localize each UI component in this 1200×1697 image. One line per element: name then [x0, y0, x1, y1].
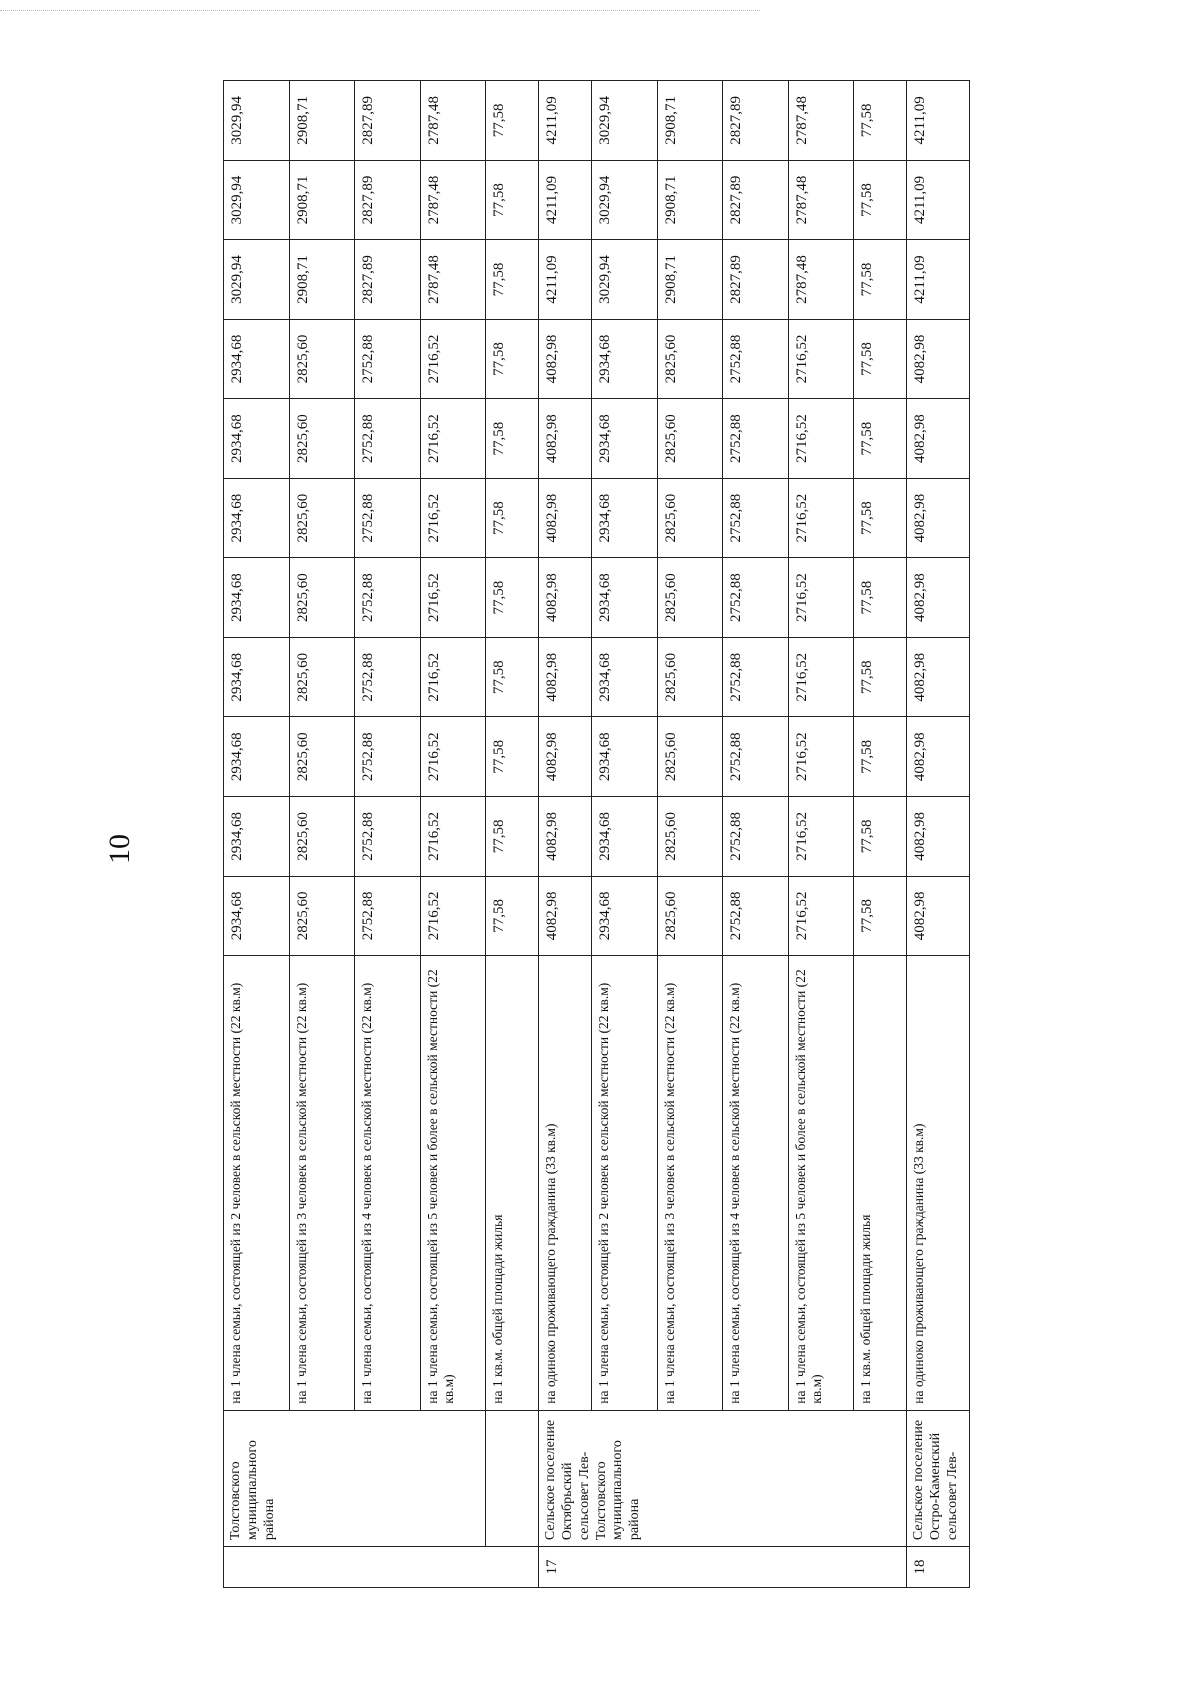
table-row — [592, 81, 658, 1588]
table-row — [355, 81, 421, 1588]
value-cell: 2825,60 — [657, 319, 723, 399]
value-cell: 4082,98 — [539, 558, 592, 638]
value-cell: 2716,52 — [420, 319, 486, 399]
value-cell: 4211,09 — [907, 240, 970, 320]
value-cell: 4082,98 — [907, 717, 970, 797]
value-cell: 77,58 — [854, 876, 907, 956]
value-cell: 2825,60 — [657, 558, 723, 638]
value-cell: 2934,68 — [592, 717, 658, 797]
value-cell: 4211,09 — [539, 160, 592, 240]
value-cell: 4082,98 — [539, 717, 592, 797]
value-cell: 3029,94 — [592, 240, 658, 320]
value-cell: 3029,94 — [592, 160, 658, 240]
value-cell: 2716,52 — [420, 797, 486, 877]
value-cell: 2752,88 — [355, 478, 421, 558]
value-cell: 2934,68 — [224, 637, 290, 717]
value-cell: 2827,89 — [723, 160, 789, 240]
value-cell: 4082,98 — [539, 876, 592, 956]
value-cell: 2716,52 — [420, 478, 486, 558]
value-cell: 4082,98 — [907, 558, 970, 638]
value-cell: 4082,98 — [907, 797, 970, 877]
value-cell: 2716,52 — [788, 876, 854, 956]
value-cell: 2934,68 — [224, 876, 290, 956]
table-row — [657, 81, 723, 1588]
value-cell: 2934,68 — [224, 478, 290, 558]
norm-description-cell: на 1 члена семьи, состоящей из 4 человек в сельской местности (22 кв.м) — [355, 956, 421, 1411]
value-cell: 2825,60 — [657, 717, 723, 797]
value-cell: 2908,71 — [289, 81, 355, 161]
page-number: 10 — [103, 834, 136, 864]
value-cell: 2934,68 — [592, 399, 658, 479]
norm-description-cell: на 1 кв.м. общей площади жилья — [486, 956, 539, 1411]
value-cell: 2787,48 — [420, 81, 486, 161]
value-cell: 4082,98 — [907, 478, 970, 558]
row-index-cell: 17 — [539, 1547, 907, 1588]
table-row — [907, 81, 970, 1588]
value-cell: 77,58 — [486, 478, 539, 558]
value-cell: 2825,60 — [289, 637, 355, 717]
value-cell: 2752,88 — [723, 876, 789, 956]
value-cell: 2787,48 — [788, 240, 854, 320]
value-cell: 77,58 — [854, 160, 907, 240]
value-cell: 77,58 — [486, 797, 539, 877]
value-cell: 2908,71 — [657, 240, 723, 320]
value-cell: 2825,60 — [657, 478, 723, 558]
value-cell: 3029,94 — [224, 160, 290, 240]
value-cell: 77,58 — [486, 81, 539, 161]
table-row — [854, 81, 907, 1588]
value-cell: 2934,68 — [224, 717, 290, 797]
value-cell: 77,58 — [486, 240, 539, 320]
norm-description-cell: на 1 члена семьи, состоящей из 3 человек в сельской местности (22 кв.м) — [289, 956, 355, 1411]
norm-description-cell: на 1 члена семьи, состоящей из 3 человек в сельской местности (22 кв.м) — [657, 956, 723, 1411]
row-index-cell — [224, 1547, 539, 1588]
value-cell: 4082,98 — [907, 319, 970, 399]
value-cell: 4082,98 — [907, 637, 970, 717]
value-cell: 2825,60 — [289, 797, 355, 877]
value-cell: 4211,09 — [907, 160, 970, 240]
value-cell: 77,58 — [486, 558, 539, 638]
value-cell: 2752,88 — [355, 876, 421, 956]
value-cell: 2934,68 — [224, 399, 290, 479]
value-cell: 77,58 — [486, 717, 539, 797]
value-cell: 4082,98 — [907, 876, 970, 956]
settlement-name-cell: Сельское поселение Октябрьский сельсовет Лев-Толстовского муниципального района — [539, 1410, 907, 1546]
value-cell: 77,58 — [854, 319, 907, 399]
norm-description-cell: на 1 члена семьи, состоящей из 4 человек в сельской местности (22 кв.м) — [723, 956, 789, 1411]
value-cell: 4082,98 — [539, 797, 592, 877]
value-cell: 2716,52 — [788, 319, 854, 399]
value-cell: 2934,68 — [592, 637, 658, 717]
table-row — [289, 81, 355, 1588]
value-cell: 2825,60 — [289, 319, 355, 399]
value-cell: 77,58 — [854, 797, 907, 877]
value-cell: 2825,60 — [289, 558, 355, 638]
value-cell: 2752,88 — [723, 558, 789, 638]
value-cell: 2752,88 — [355, 637, 421, 717]
value-cell: 4082,98 — [539, 478, 592, 558]
value-cell: 2752,88 — [723, 717, 789, 797]
value-cell: 77,58 — [486, 876, 539, 956]
value-cell: 2787,48 — [788, 160, 854, 240]
value-cell: 2827,89 — [355, 160, 421, 240]
value-cell: 2825,60 — [657, 399, 723, 479]
scan-edge-line — [0, 10, 760, 12]
value-cell: 2908,71 — [289, 160, 355, 240]
value-cell: 2752,88 — [723, 797, 789, 877]
norm-description-cell: на 1 члена семьи, состоящей из 5 человек и более в сельской местности (22 кв.м) — [420, 956, 486, 1411]
table-row — [486, 81, 539, 1588]
value-cell: 2752,88 — [723, 637, 789, 717]
value-cell: 2934,68 — [224, 319, 290, 399]
value-cell: 2716,52 — [420, 876, 486, 956]
value-cell: 4211,09 — [539, 81, 592, 161]
value-cell: 2716,52 — [788, 558, 854, 638]
norm-description-cell: на одиноко проживающего гражданина (33 кв.м) — [539, 956, 592, 1411]
value-cell: 2825,60 — [289, 717, 355, 797]
table-row — [420, 81, 486, 1588]
value-cell: 3029,94 — [592, 81, 658, 161]
value-cell: 2934,68 — [592, 876, 658, 956]
value-cell: 2825,60 — [657, 797, 723, 877]
value-cell: 2827,89 — [723, 81, 789, 161]
value-cell: 2752,88 — [355, 717, 421, 797]
rotated-table-wrapper — [223, 80, 970, 1588]
value-cell: 2934,68 — [592, 478, 658, 558]
value-cell: 2825,60 — [657, 876, 723, 956]
value-cell: 77,58 — [486, 160, 539, 240]
value-cell: 4082,98 — [907, 399, 970, 479]
value-cell: 2827,89 — [355, 81, 421, 161]
value-cell: 2752,88 — [355, 399, 421, 479]
value-cell: 77,58 — [854, 399, 907, 479]
value-cell: 77,58 — [854, 637, 907, 717]
value-cell: 77,58 — [854, 240, 907, 320]
norm-description-cell: на 1 члена семьи, состоящей из 2 человек в сельской местности (22 кв.м) — [592, 956, 658, 1411]
value-cell: 2787,48 — [420, 240, 486, 320]
value-cell: 2908,71 — [289, 240, 355, 320]
value-cell: 2716,52 — [420, 717, 486, 797]
value-cell: 2934,68 — [592, 319, 658, 399]
value-cell: 2752,88 — [355, 319, 421, 399]
value-cell: 2787,48 — [420, 160, 486, 240]
value-cell: 2716,52 — [420, 558, 486, 638]
value-cell: 2908,71 — [657, 160, 723, 240]
value-cell: 4082,98 — [539, 319, 592, 399]
norm-description-cell: на 1 кв.м. общей площади жилья — [854, 956, 907, 1411]
value-cell: 3029,94 — [224, 240, 290, 320]
value-cell: 77,58 — [854, 558, 907, 638]
table-row — [224, 81, 290, 1588]
value-cell: 4082,98 — [539, 637, 592, 717]
value-cell: 3029,94 — [224, 81, 290, 161]
value-cell: 77,58 — [854, 717, 907, 797]
settlement-name-cell — [486, 1410, 539, 1546]
tariff-table — [223, 80, 970, 1588]
value-cell: 2934,68 — [592, 558, 658, 638]
value-cell: 2934,68 — [592, 797, 658, 877]
table-row — [539, 81, 592, 1588]
value-cell: 2752,88 — [723, 399, 789, 479]
value-cell: 77,58 — [854, 478, 907, 558]
table-row — [788, 81, 854, 1588]
value-cell: 2825,60 — [289, 478, 355, 558]
value-cell: 4211,09 — [907, 81, 970, 161]
value-cell: 4082,98 — [539, 399, 592, 479]
value-cell: 2752,88 — [355, 797, 421, 877]
table-body — [224, 81, 970, 1588]
value-cell: 2825,60 — [657, 637, 723, 717]
value-cell: 2716,52 — [788, 717, 854, 797]
norm-description-cell: на 1 члена семьи, состоящей из 5 человек и более в сельской местности (22 кв.м) — [788, 956, 854, 1411]
value-cell: 4211,09 — [539, 240, 592, 320]
settlement-name-cell: Толстовского муниципального района — [224, 1410, 486, 1546]
value-cell: 2716,52 — [420, 399, 486, 479]
row-index-cell: 18 — [907, 1547, 970, 1588]
value-cell: 2934,68 — [224, 558, 290, 638]
settlement-name-cell: Сельское поселение Остро-Каменский сельсовет Лев- — [907, 1410, 970, 1546]
value-cell: 2827,89 — [723, 240, 789, 320]
value-cell: 2825,60 — [289, 876, 355, 956]
value-cell: 2716,52 — [788, 637, 854, 717]
value-cell: 2716,52 — [788, 478, 854, 558]
value-cell: 2827,89 — [355, 240, 421, 320]
value-cell: 2787,48 — [788, 81, 854, 161]
value-cell: 2716,52 — [788, 399, 854, 479]
value-cell: 2908,71 — [657, 81, 723, 161]
value-cell: 77,58 — [854, 81, 907, 161]
table-row — [723, 81, 789, 1588]
value-cell: 2716,52 — [420, 637, 486, 717]
norm-description-cell: на одиноко проживающего гражданина (33 кв.м) — [907, 956, 970, 1411]
value-cell: 2752,88 — [355, 558, 421, 638]
value-cell: 2934,68 — [224, 797, 290, 877]
norm-description-cell: на 1 члена семьи, состоящей из 2 человек в сельской местности (22 кв.м) — [224, 956, 290, 1411]
value-cell: 2825,60 — [289, 399, 355, 479]
value-cell: 2752,88 — [723, 478, 789, 558]
value-cell: 77,58 — [486, 399, 539, 479]
value-cell: 77,58 — [486, 319, 539, 399]
value-cell: 77,58 — [486, 637, 539, 717]
value-cell: 2716,52 — [788, 797, 854, 877]
value-cell: 2752,88 — [723, 319, 789, 399]
